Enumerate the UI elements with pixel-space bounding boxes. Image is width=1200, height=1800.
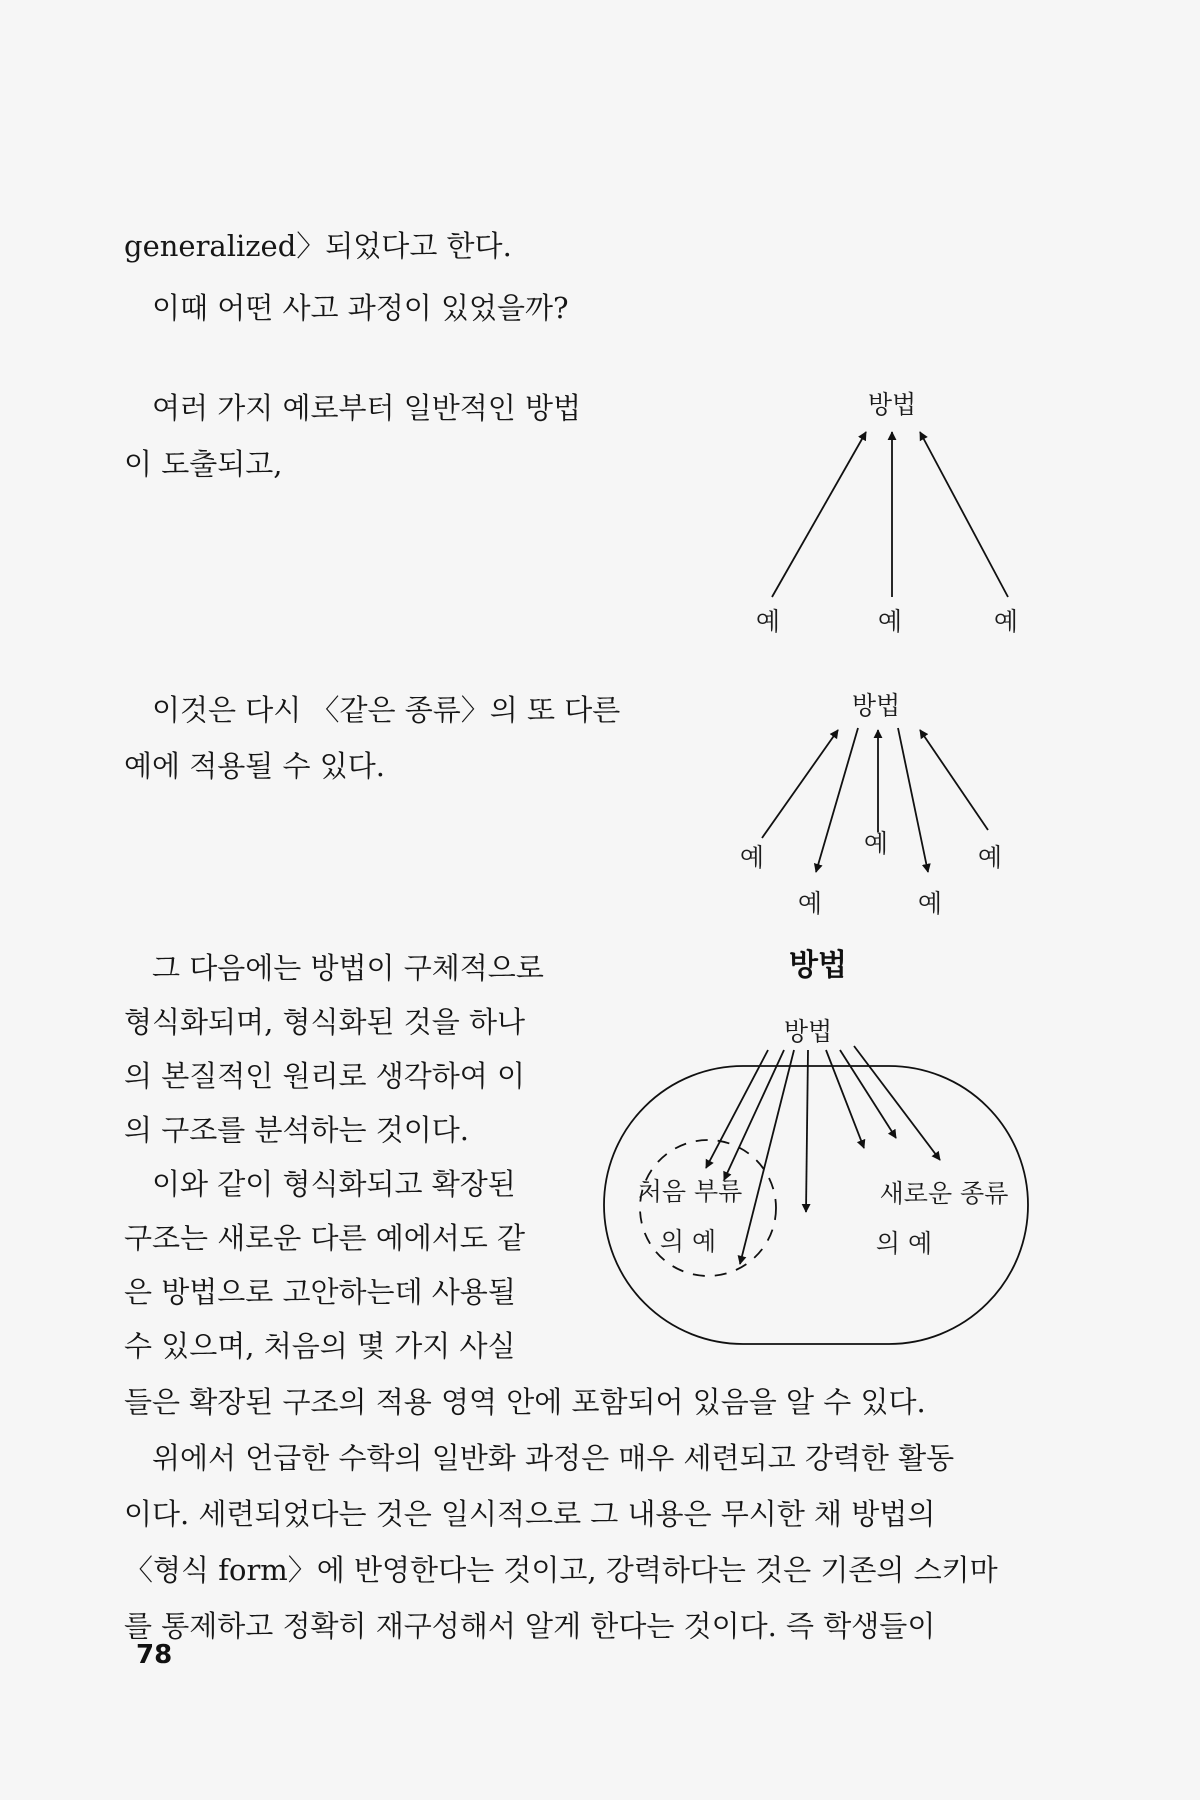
page-number: 78 bbox=[136, 1640, 173, 1670]
diagram3-method-label: 방법 bbox=[783, 1017, 833, 1046]
para3-line-4: 의 구조를 분석하는 것이다. bbox=[124, 1113, 470, 1147]
diagram-3 bbox=[604, 948, 1028, 1344]
diagram1-example-2: 예 bbox=[877, 607, 903, 636]
diagram3-outer-label-1: 새로운 종류 bbox=[879, 1179, 1009, 1208]
para4-line-3: 은 방법으로 고안하는데 사용될 bbox=[124, 1275, 516, 1309]
intro-line-2: 이때 어떤 사고 과정이 있었을까? bbox=[152, 291, 569, 325]
diagram1-arrow-right bbox=[920, 432, 1008, 597]
para4-line-2: 구조는 새로운 다른 예에서도 같 bbox=[124, 1221, 526, 1255]
diagram2-arrow-in-left bbox=[762, 730, 838, 838]
para5-line-1: 위에서 언급한 수학의 일반화 과정은 매우 세련되고 강력한 활동 bbox=[152, 1441, 955, 1475]
diagram2-method-label: 방법 bbox=[851, 691, 901, 720]
diagram3-arrow-7 bbox=[854, 1046, 940, 1160]
intro-line-1: generalized〉되었다고 한다. bbox=[124, 229, 512, 263]
diagram3-inner-label-2: 의 예 bbox=[659, 1227, 717, 1256]
diagram-1 bbox=[756, 390, 1018, 636]
diagram2-arrow-out-left bbox=[816, 728, 858, 872]
diagram2-arrow-out-right bbox=[898, 728, 928, 872]
para1-line-2: 이 도출되고, bbox=[124, 447, 283, 481]
para3-line-1: 그 다음에는 방법이 구체적으로 bbox=[152, 951, 544, 985]
diagram3-arrow-4 bbox=[806, 1050, 808, 1212]
para5-line-4: 를 통제하고 정확히 재구성해서 알게 한다는 것이다. 즉 학생들이 bbox=[124, 1609, 936, 1643]
diagram3-outer-label-2: 의 예 bbox=[875, 1229, 933, 1258]
diagram-2 bbox=[740, 691, 1002, 918]
diagram1-arrow-left bbox=[772, 432, 866, 597]
diagram2-arrow-in-right bbox=[920, 730, 988, 830]
para2-line-2: 예에 적용될 수 있다. bbox=[124, 749, 385, 783]
para5-line-3: 〈형식 form〉에 반영한다는 것이고, 강력하다는 것은 기존의 스키마 bbox=[124, 1553, 998, 1587]
diagram1-example-3: 예 bbox=[993, 607, 1019, 636]
diagram3-inner-label-1: 처음 부류 bbox=[637, 1177, 743, 1206]
para1-line-1: 여러 가지 예로부터 일반적인 방법 bbox=[152, 391, 582, 425]
diagram3-title: 방법 bbox=[789, 948, 847, 983]
para4-line-1: 이와 같이 형식화되고 확장된 bbox=[152, 1167, 516, 1201]
diagram2-example-3: 예 bbox=[977, 843, 1003, 872]
diagram3-arrow-5 bbox=[826, 1050, 864, 1148]
para5-line-2: 이다. 세련되었다는 것은 일시적으로 그 내용은 무시한 채 방법의 bbox=[124, 1497, 936, 1531]
para3-line-3: 의 본질적인 원리로 생각하여 이 bbox=[124, 1059, 526, 1093]
diagram1-method-label: 방법 bbox=[867, 390, 917, 419]
para2-line-1: 이것은 다시 〈같은 종류〉의 또 다른 bbox=[152, 693, 621, 727]
diagram2-example-1: 예 bbox=[739, 843, 765, 872]
para3-line-2: 형식화되며, 형식화된 것을 하나 bbox=[124, 1005, 526, 1039]
diagram3-arrow-3 bbox=[740, 1050, 794, 1264]
diagram2-example-4: 예 bbox=[797, 889, 823, 918]
diagram2-example-2: 예 bbox=[863, 829, 889, 858]
para4-line-5: 들은 확장된 구조의 적용 영역 안에 포함되어 있음을 알 수 있다. bbox=[124, 1385, 926, 1419]
diagram2-example-5: 예 bbox=[917, 889, 943, 918]
diagram1-example-1: 예 bbox=[755, 607, 781, 636]
para4-line-4: 수 있으며, 처음의 몇 가지 사실 bbox=[124, 1329, 516, 1363]
